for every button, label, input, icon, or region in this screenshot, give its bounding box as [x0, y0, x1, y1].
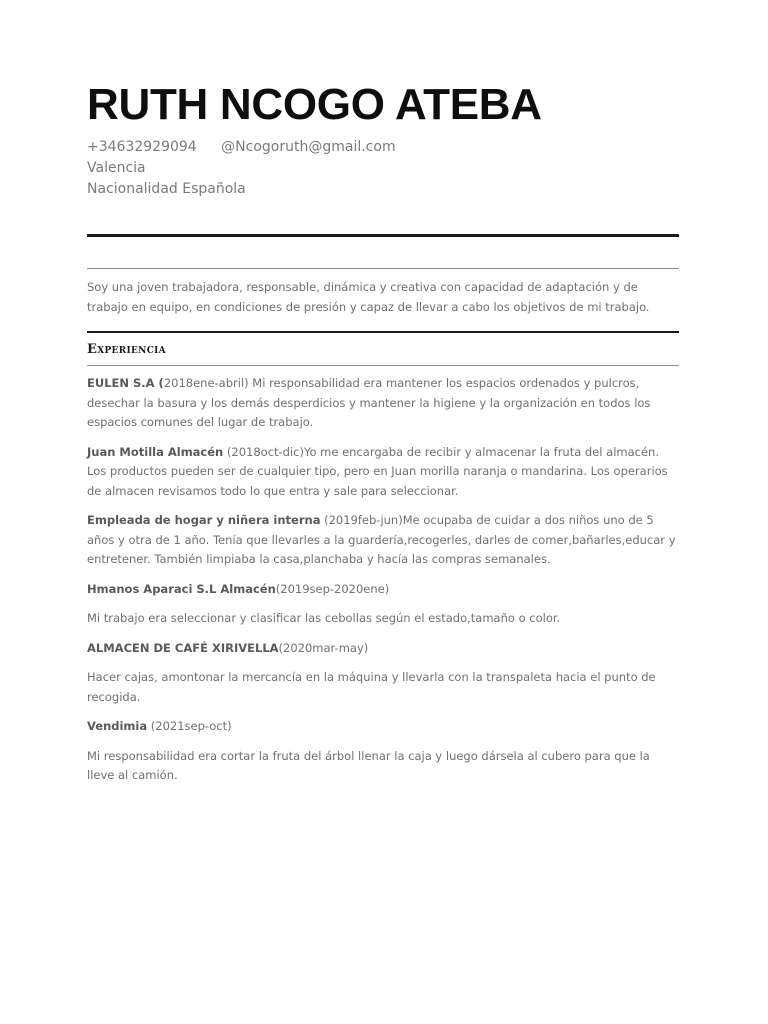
- experience-list: [87, 374, 679, 796]
- entry-text: (2019feb-jun)Me ocupaba de cuidar a dos niños uno de 5 años y otra de 1 año. Tenía que llevarles a la guardería,recogerles, darles de comer,bañarles,educar y entretener. También limpiaba la casa,planchaba y hacía las compras semanales.: [87, 513, 676, 566]
- entry-text: Mi responsabilidad era cortar la fruta del árbol llenar la caja y luego dársela al cubero para que la lleve al camión.: [87, 748, 650, 782]
- experience-entry: [87, 717, 679, 737]
- experience-entry: [87, 609, 679, 629]
- experience-entry: [87, 443, 679, 502]
- entry-text: (2019sep-2020ene): [275, 581, 390, 596]
- experience-entry: [87, 747, 679, 786]
- experience-entry: [87, 511, 679, 570]
- experience-entry: [87, 374, 679, 433]
- nationality: Nacionalidad Española: [87, 181, 246, 197]
- header-divider: [87, 234, 679, 237]
- profile-summary: Soy una joven trabajadora, responsable, dinámica y creativa con capacidad de adaptación y de trabajo en equipo, en condiciones de presión y capaz de llevar a cabo los objetivos de mi trabajo.: [87, 280, 650, 314]
- section-title-underline: [87, 365, 679, 366]
- entry-company: Empleada de hogar y niñera interna: [87, 513, 321, 527]
- section-divider: [87, 331, 679, 333]
- entry-text: Mi trabajo era seleccionar y clasificar las cebollas según el estado,tamaño o color.: [87, 611, 561, 625]
- summary-top-divider: [87, 268, 679, 269]
- entry-text: (2018oct-dic)Yo me encargaba de recibir y almacenar la fruta del almacén. Los productos pueden ser de cualquier tipo, pero en Juan morilla naranja o mandarina. Los operarios de almacen revisamos todo lo que entra y sale para seleccionar.: [87, 444, 668, 498]
- entry-text: Hacer cajas, amontonar la mercancía en la máquina y llevarla con la transpaleta hacia el punto de recogida.: [87, 670, 656, 704]
- email-address: @Ncogoruth@gmail.com: [221, 139, 396, 155]
- entry-company: ALMACEN DE CAFÉ XIRIVELLA: [87, 640, 279, 655]
- contact-row: [87, 137, 396, 158]
- city: Valencia: [87, 160, 146, 176]
- entry-company: EULEN S.A (: [87, 376, 164, 390]
- section-title-experience: Experiencia: [87, 342, 166, 357]
- experience-entry: [87, 580, 679, 600]
- experience-entry: [87, 668, 679, 707]
- entry-text: (2020mar-may): [278, 640, 369, 655]
- entry-company: Hmanos Aparaci S.L Almacén: [87, 581, 276, 596]
- contact-block: [87, 137, 396, 200]
- entry-text: 2018ene-abril) Mi responsabilidad era mantener los espacios ordenados y pulcros, desechar la basura y los demás desperdicios y mantener la higiene y la organización en todos los espacios comunes del lugar de trabajo.: [87, 376, 651, 429]
- entry-text: (2021sep-oct): [147, 719, 232, 733]
- entry-company: Juan Motilla Almacén: [87, 444, 224, 459]
- experience-entry: [87, 639, 679, 659]
- candidate-name: RUTH NCOGO ATEBA: [87, 80, 542, 129]
- phone-number: +34632929094: [87, 139, 197, 155]
- entry-company: Vendimia: [87, 719, 148, 733]
